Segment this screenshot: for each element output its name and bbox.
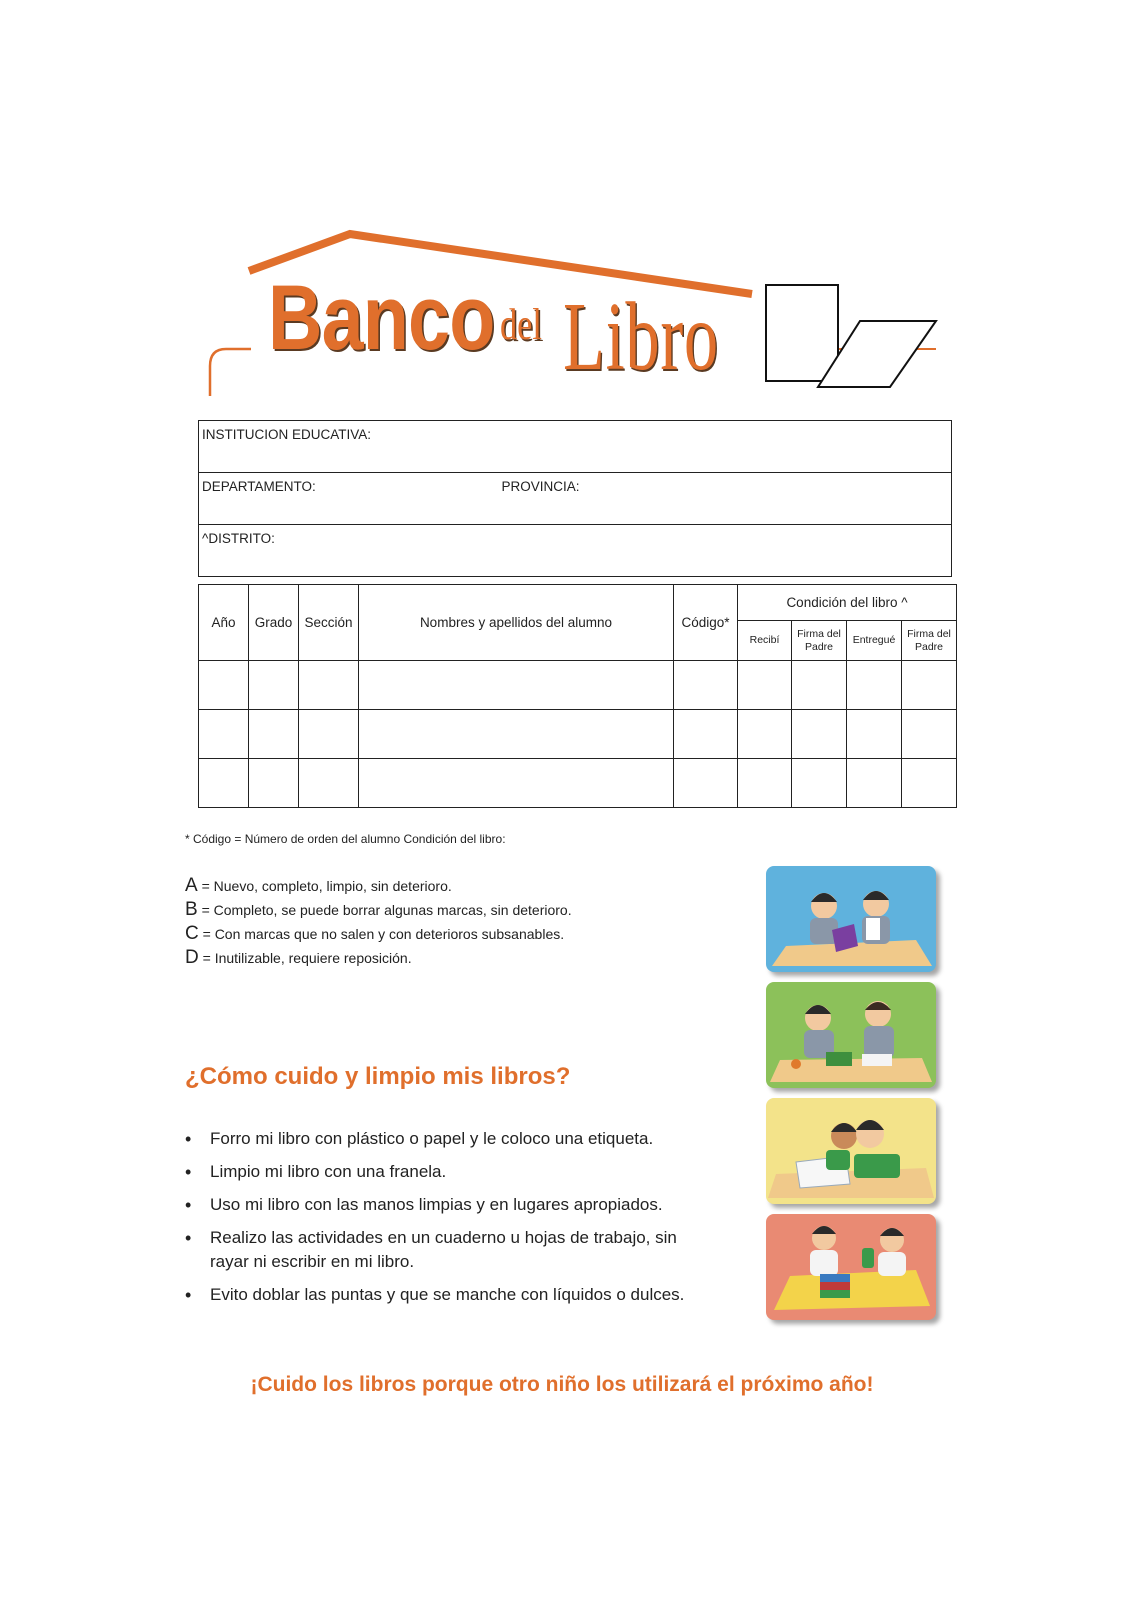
illustration-children-with-books: [766, 1214, 936, 1320]
list-item: • Limpio mi libro con una franela.: [185, 1160, 705, 1184]
legend-letter: A: [185, 875, 198, 896]
table-cell[interactable]: [249, 710, 299, 759]
table-cell[interactable]: [792, 661, 847, 710]
table-cell[interactable]: [249, 759, 299, 808]
illustration-children-reading: [766, 866, 936, 972]
table-cell[interactable]: [847, 710, 902, 759]
header-condicion: Condición del libro ^: [738, 585, 957, 621]
legend-text: = Nuevo, completo, limpio, sin deterioro.: [197, 878, 452, 894]
table-cell[interactable]: [847, 759, 902, 808]
table-row: [199, 661, 957, 710]
legend-letter: D: [185, 947, 199, 968]
table-cell[interactable]: [299, 710, 359, 759]
list-item: • Evito doblar las puntas y que se manche con líquidos o dulces.: [185, 1283, 705, 1307]
table-cell[interactable]: [199, 710, 249, 759]
legend-letter: C: [185, 923, 199, 944]
departamento-label: DEPARTAMENTO:: [202, 479, 316, 494]
table-cell[interactable]: [738, 710, 792, 759]
table-cell[interactable]: [359, 759, 674, 808]
legend-item: [185, 874, 572, 898]
logo-libro-text: Libro: [563, 283, 719, 391]
table-cell[interactable]: [674, 710, 738, 759]
header-codigo: Código*: [674, 585, 738, 661]
list-item: • Realizo las actividades en un cuaderno u hojas de trabajo, sin rayar ni escribir en mi libro.: [185, 1226, 705, 1274]
school-info-form: [198, 420, 952, 577]
header-firma-padre-1: Firma del Padre: [792, 621, 847, 661]
legend-letter: B: [185, 899, 198, 920]
legend-text: = Inutilizable, requiere reposición.: [198, 950, 412, 966]
table-cell[interactable]: [792, 710, 847, 759]
table-cell[interactable]: [792, 759, 847, 808]
distrito-label: ^DISTRITO:: [202, 531, 275, 546]
logo-del-text: del: [500, 300, 542, 349]
table-cell[interactable]: [199, 661, 249, 710]
table-cell[interactable]: [299, 661, 359, 710]
table-cell[interactable]: [249, 661, 299, 710]
table-cell[interactable]: [359, 661, 674, 710]
logo-graphic: [0, 0, 1124, 420]
condition-legend: [185, 874, 572, 970]
legend-text: = Completo, se puede borrar algunas marcas, sin deterioro.: [197, 902, 572, 918]
codigo-note: * Código = Número de orden del alumno Condición del libro:: [185, 832, 506, 846]
table-cell[interactable]: [199, 759, 249, 808]
table-cell[interactable]: [902, 759, 957, 808]
header-anio: Año: [199, 585, 249, 661]
header-seccion: Sección: [299, 585, 359, 661]
institucion-label: INSTITUCION EDUCATIVA:: [202, 427, 372, 442]
header-nombres: Nombres y apellidos del alumno: [359, 585, 674, 661]
header-firma-padre-2: Firma del Padre: [902, 621, 957, 661]
legend-text: = Con marcas que no salen y con deterioros subsanables.: [198, 926, 565, 942]
list-item: • Forro mi libro con plástico o papel y le coloco una etiqueta.: [185, 1127, 705, 1151]
legend-item: [185, 946, 572, 970]
table-cell[interactable]: [902, 710, 957, 759]
table-cell[interactable]: [674, 759, 738, 808]
closing-message: ¡Cuido los libros porque otro niño los utilizará el próximo año!: [250, 1373, 874, 1396]
header-grado: Grado: [249, 585, 299, 661]
legend-item: [185, 922, 572, 946]
illustration-children-studying: [766, 1098, 936, 1204]
student-table: [198, 584, 957, 808]
distrito-field[interactable]: [199, 525, 952, 577]
table-row: [199, 710, 957, 759]
table-cell[interactable]: [359, 710, 674, 759]
table-cell[interactable]: [674, 661, 738, 710]
illustration-children-covering-book: [766, 982, 936, 1088]
table-cell[interactable]: [738, 661, 792, 710]
institucion-field[interactable]: [199, 421, 952, 473]
header-recibi: Recibí: [738, 621, 792, 661]
table-cell[interactable]: [299, 759, 359, 808]
list-item: • Uso mi libro con las manos limpias y en lugares apropiados.: [185, 1193, 705, 1217]
care-list: [185, 1127, 705, 1316]
departamento-provincia-field[interactable]: [199, 473, 952, 525]
table-cell[interactable]: [847, 661, 902, 710]
header-entregue: Entregué: [847, 621, 902, 661]
table-cell[interactable]: [902, 661, 957, 710]
provincia-label: PROVINCIA:: [501, 479, 580, 494]
table-row: [199, 759, 957, 808]
logo-banco-text: Banco: [268, 267, 495, 369]
legend-item: [185, 898, 572, 922]
table-cell[interactable]: [738, 759, 792, 808]
care-heading: ¿Cómo cuido y limpio mis libros?: [185, 1063, 571, 1090]
